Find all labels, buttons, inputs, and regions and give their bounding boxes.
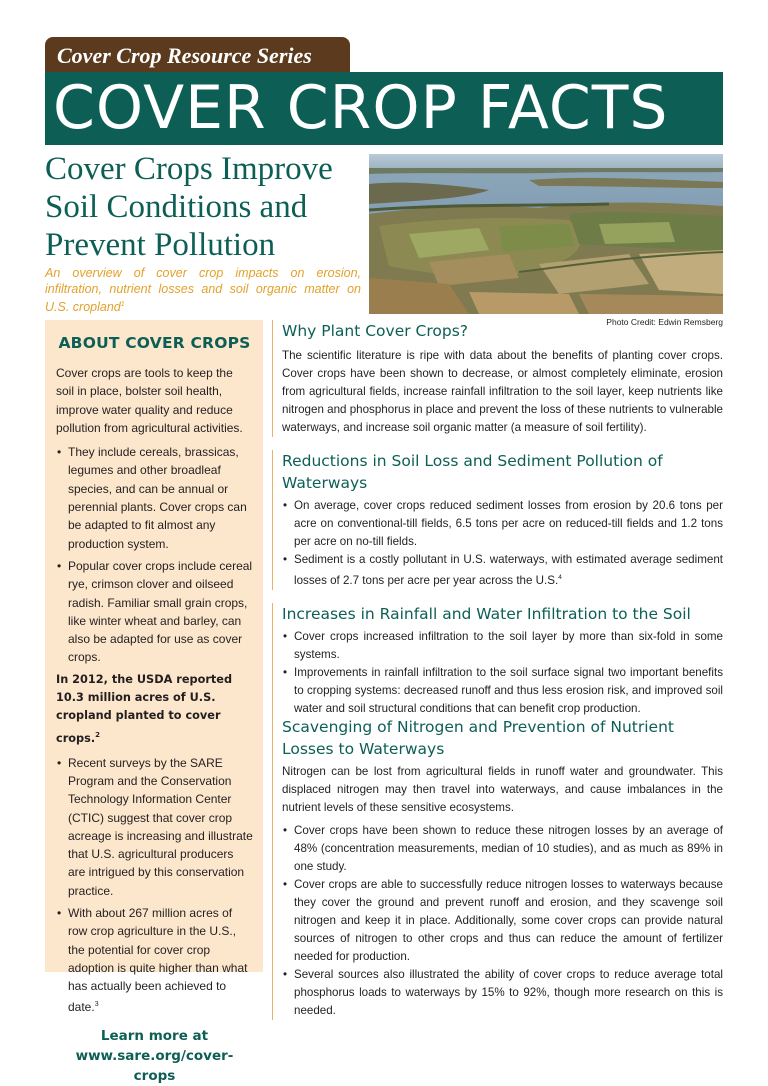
series-label: Cover Crop Resource Series bbox=[45, 37, 350, 74]
sidebar-bullets-1 bbox=[56, 443, 253, 667]
learn-more bbox=[56, 1026, 253, 1086]
document-title: COVER CROP FACTS bbox=[45, 72, 723, 145]
list-item: • Recent surveys by the SARE Program and the Conservation Technology Information Center (CTIC) suggest that cover crop acreage is increasing and illustrate that U.S. agricultural producers are intrigued by this conservation practice. bbox=[56, 754, 253, 900]
section-soil-loss bbox=[272, 450, 723, 590]
learn-more-link[interactable]: www.sare.org/cover-crops bbox=[75, 1047, 234, 1084]
subhead-text: An overview of cover crop impacts on erosion, infiltration, nutrient losses and soil organic matter on U.S. cropland bbox=[45, 266, 361, 315]
list-item: • Cover crops increased infiltration to the soil layer by more than six-fold in some systems. bbox=[282, 628, 723, 664]
list-item-text: Sediment is a costly pollutant in U.S. waterways, with estimated average sediment losses of 2.7 tons per acre per year across the U.S. bbox=[294, 553, 723, 587]
footnote-marker: 3 bbox=[94, 1000, 99, 1008]
photo-credit: Photo Credit: Edwin Remsberg bbox=[606, 317, 723, 327]
subhead bbox=[45, 265, 361, 315]
section-nitrogen bbox=[272, 716, 723, 1020]
section-bullets bbox=[282, 822, 723, 1020]
list-item: • On average, cover crops reduced sediment losses from erosion by 20.6 tons per acre on conventional-till fields, 6.5 tons per acre on reduced-till fields and 1.2 tons per acre on no-till fields. bbox=[282, 497, 723, 551]
section-body: The scientific literature is ripe with data about the benefits of planting cover crops. Cover crops have been shown to decrease, or almost completely eliminate, erosion from agricultural fields, increase rainfall infiltration to the soil layer, keep nutrients like nitrogen and phosphorus in place and prevent the loss of these nutrients to vulnerable waterways, and increase soil organic matter (a measure of soil fertility). bbox=[282, 349, 723, 434]
subhead-footnote: 1 bbox=[120, 301, 125, 308]
learn-more-label: Learn more at bbox=[100, 1027, 209, 1044]
section-bullets bbox=[282, 497, 723, 590]
list-item bbox=[282, 551, 723, 590]
list-item-text: With about 267 million acres of row crop agriculture in the U.S., the potential for cover crop adoption is quite higher than what has actually been achieved to date. bbox=[68, 906, 248, 1014]
list-item: • Several sources also illustrated the ability of cover crops to reduce average total phosphorus loads to waterways by 15% to 92%, though more research on this is needed. bbox=[282, 966, 723, 1020]
list-item: • Cover crops have been shown to reduce these nitrogen losses by an average of 48% (concentration measurements, median of 10 studies), and as much as 89% in one study. bbox=[282, 822, 723, 876]
section-heading: Reductions in Soil Loss and Sediment Pollution of Waterways bbox=[282, 452, 663, 492]
sidebar-title: ABOUT COVER CROPS bbox=[58, 334, 251, 352]
list-item bbox=[56, 904, 253, 1016]
list-item: • They include cereals, brassicas, legumes and other broadleaf species, and can be annual or perennial plants. Cover crops can be adapted to fit almost any production system. bbox=[56, 443, 253, 553]
section-heading: Scavenging of Nitrogen and Prevention of Nutrient Losses to Waterways bbox=[282, 718, 674, 758]
list-item: • Cover crops are able to successfully reduce nitrogen losses to waterways because they cover the ground and prevent runoff and erosion, and they scavenge soil nitrogen and keep it in place. Additionally, some cover crops can provide natural sources of nitrogen to other crops and thus can reduce the amount of fertilizer needed for production. bbox=[282, 876, 723, 966]
list-item: • Popular cover crops include cereal rye, crimson clover and oilseed radish. Familiar small grain crops, like winter wheat and barley, can also be adapted for use as cover crops. bbox=[56, 557, 253, 667]
section-why-plant bbox=[272, 320, 723, 437]
sidebar-bullets-2 bbox=[56, 754, 253, 1016]
footnote-marker: 4 bbox=[558, 574, 562, 581]
footnote-marker: 2 bbox=[95, 730, 101, 739]
sidebar-intro: Cover crops are tools to keep the soil in place, bolster soil health, improve water quality and reduce pollution from agricultural activities. bbox=[56, 366, 243, 435]
section-body: Nitrogen can be lost from agricultural fields in runoff water and groundwater. This displaced nitrogen may then travel into waterways, and cause imbalances in the nutrient levels of these sensitive ecosystems. bbox=[282, 765, 723, 814]
section-heading: Increases in Rainfall and Water Infiltration to the Soil bbox=[282, 605, 691, 623]
section-infiltration bbox=[272, 603, 723, 718]
aerial-farmland-photo bbox=[369, 154, 723, 314]
section-heading: Why Plant Cover Crops? bbox=[282, 322, 469, 340]
headline: Cover Crops Improve Soil Conditions and Prevent Pollution bbox=[45, 151, 333, 263]
about-cover-crops-sidebar bbox=[45, 320, 263, 1084]
list-item: • Improvements in rainfall infiltration to the soil surface signal two important benefits to cropping systems: decreased runoff and thus less erosion risk, and improved soil water and soil structural conditions that can benefit crop production. bbox=[282, 664, 723, 718]
usda-stat-text: In 2012, the USDA reported 10.3 million acres of U.S. cropland planted to cover crops. bbox=[56, 672, 233, 745]
section-bullets bbox=[282, 628, 723, 718]
usda-stat bbox=[56, 671, 253, 748]
